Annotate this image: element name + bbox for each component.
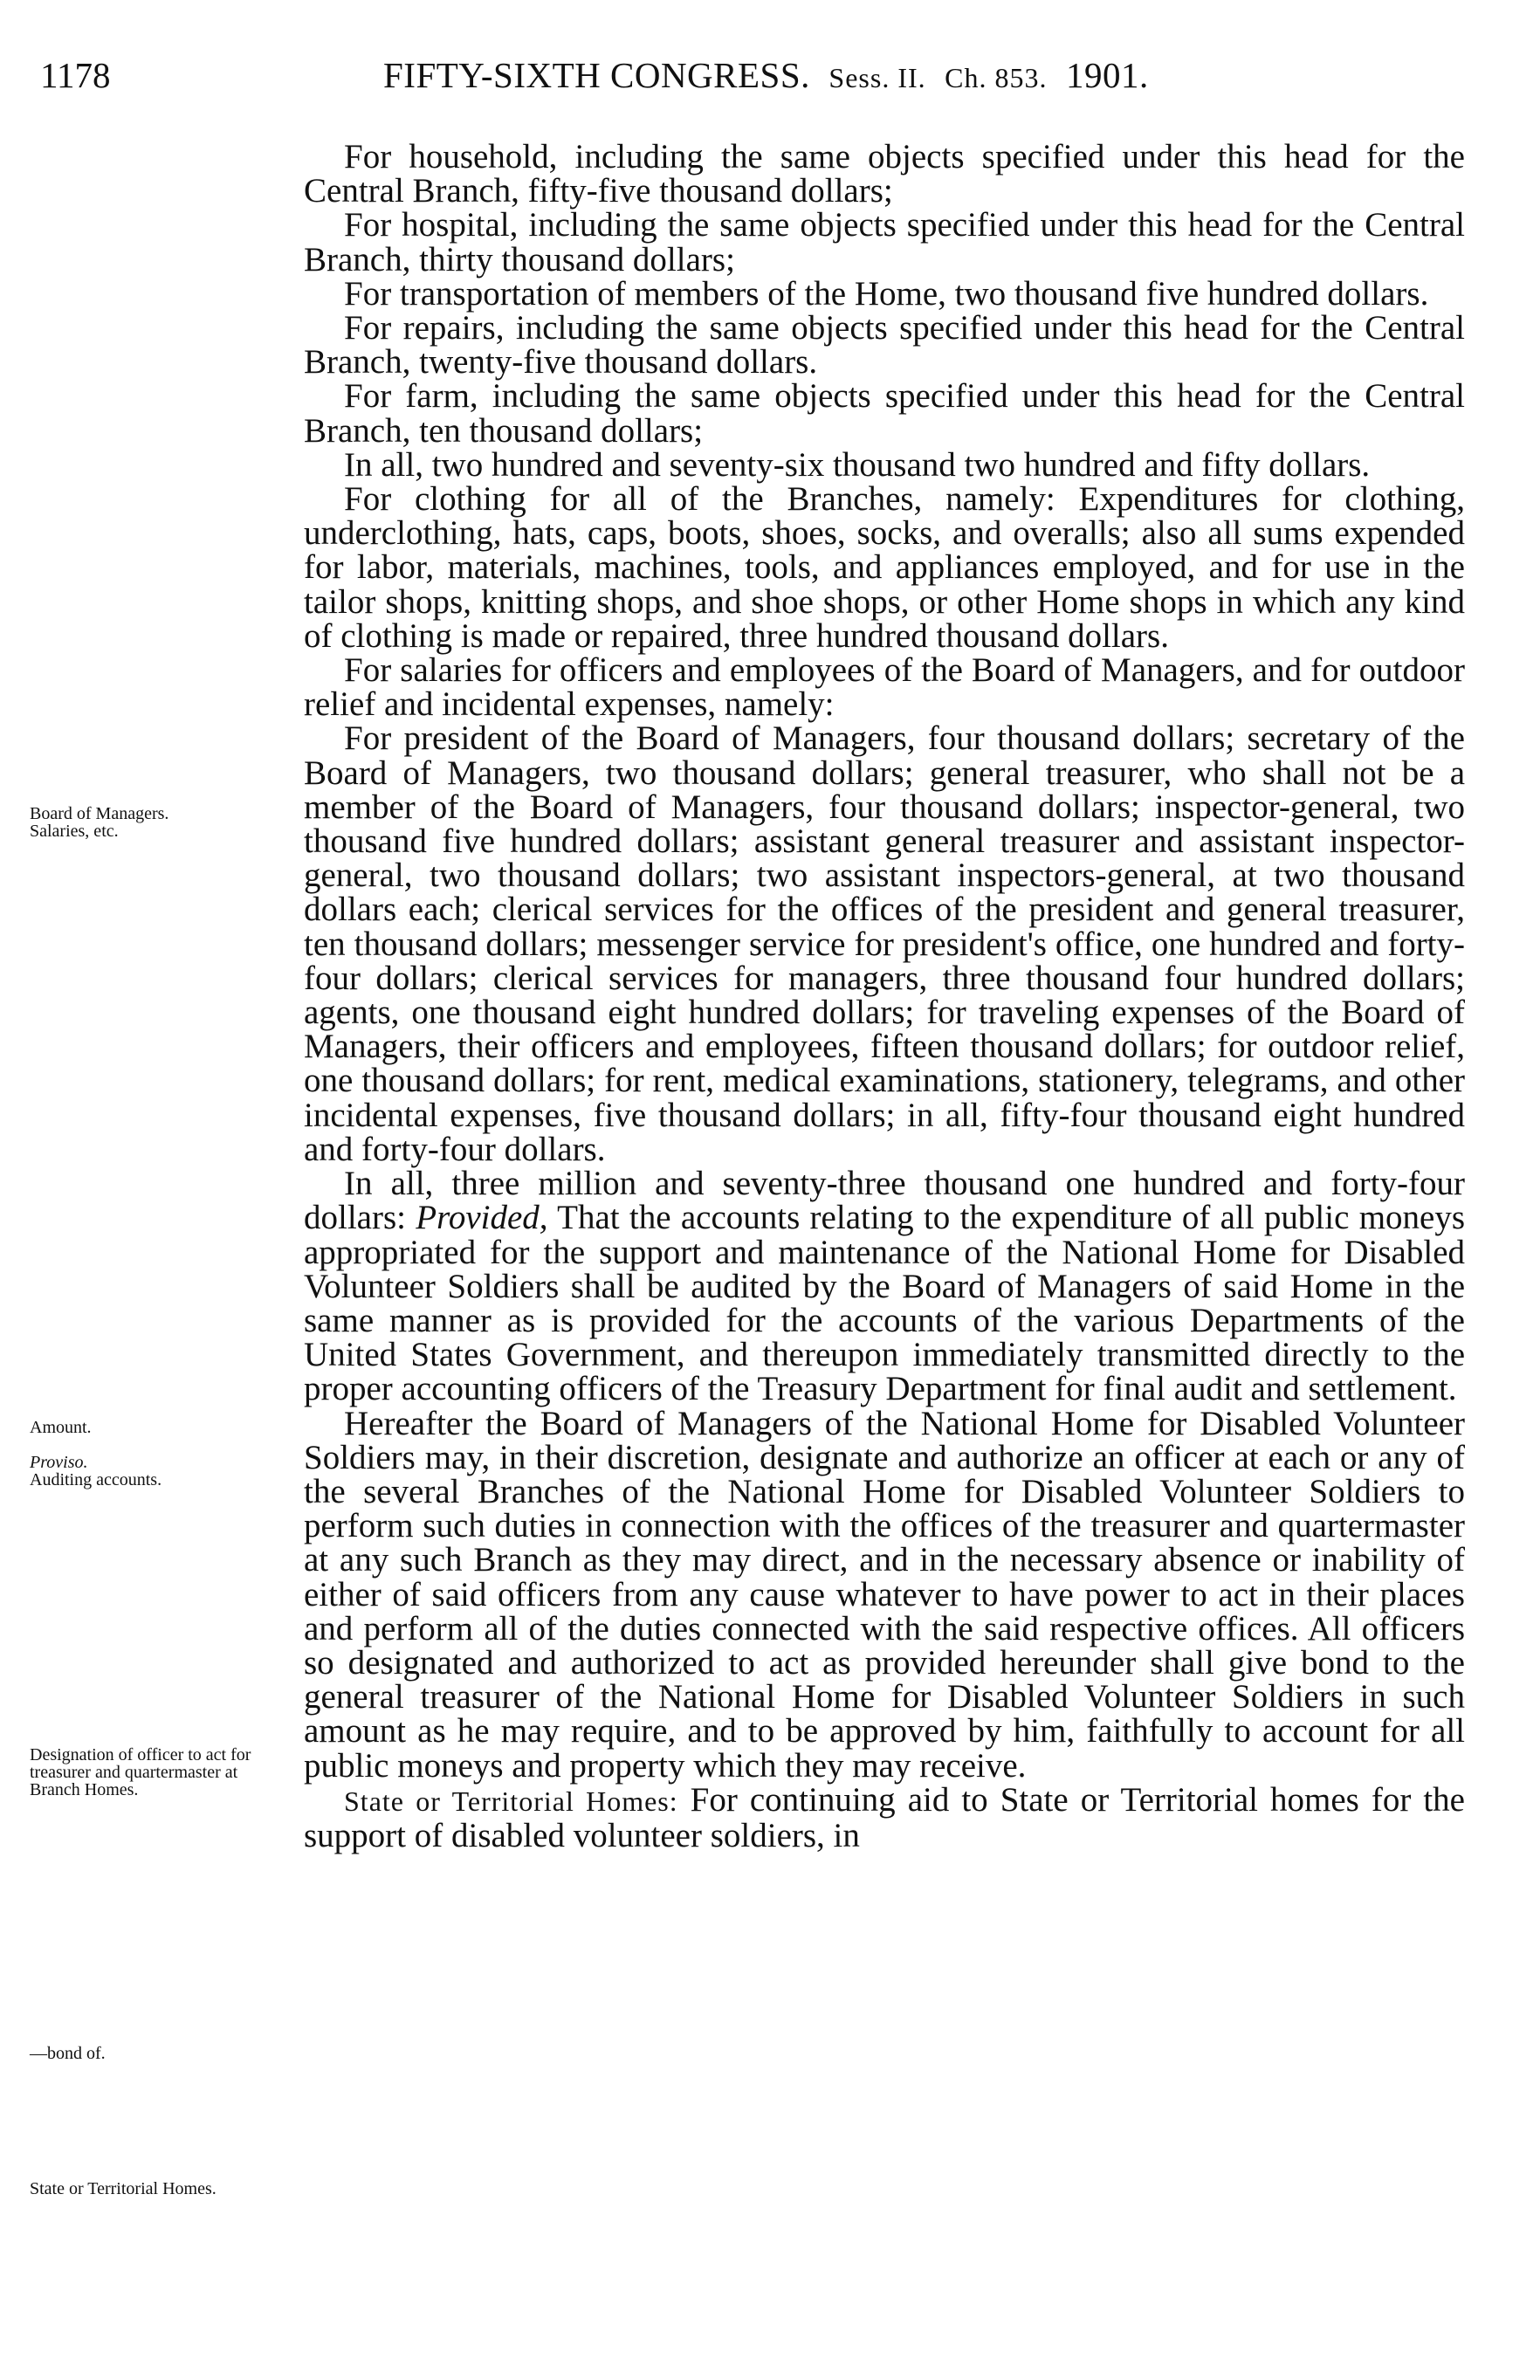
paragraph-farm: For farm, including the same objects specified under this head for the Central Branch, ten thousand dollars; — [304, 377, 1465, 450]
state-homes-text: For continuing aid to State or Territorial homes for the support of disabled volunteer soldiers, in — [304, 1780, 1465, 1854]
margin-note-amount: Amount. — [30, 1418, 92, 1437]
year-label: 1901. — [1065, 55, 1149, 95]
paragraph-designation: Hereafter the Board of Managers of the National Home for Disabled Volunteer Soldiers may, in their discretion, designate and authorize an officer at each or any of the several Branches of the National Home for Disabled Volunteer Soldiers to perform such duties in connection with the offices of the treasurer and quartermaster at any such Branch as they may direct, and in the necessary absence or inability of either of said officers from any cause whatever to have power to act in their places and perform all of the duties connected with the said respective offices. All officers so designated and authorized to act as provided hereunder shall give bond to the general treasurer of the National Home for Disabled Volunteer Soldiers in such amount as he may require, and to be approved by him, faithfully to account for all public moneys and property which they may receive. — [304, 1404, 1465, 1785]
margin-note-board — [30, 805, 300, 840]
proviso-text: That the accounts relating to the expenditure of all public moneys appropriated for the support and maintenance of the National Home for Disabled Volunteer Soldiers shall be audited by the Board of Managers of said Home in the same manner as is provided for the accounts of the various Departments of the United States Government, and thereupon immediately transmitted directly to the proper accounting officers of the Treasury Department for final audit and settlement. — [304, 1199, 1466, 1408]
running-title — [383, 54, 1149, 96]
paragraph-salaries: For salaries for officers and employees of the Board of Managers, and for outdoor relief and incidental expenses, namely: — [304, 651, 1465, 724]
margin-note-salaries: Salaries, etc. — [30, 822, 119, 841]
paragraph-clothing: For clothing for all of the Branches, namely: Expenditures for clothing, underclothing, hats, caps, boots, shoes, socks, and overalls; also all sums expended for labor, materials, machines, tools, and appliances employed, and for use in the tailor shops, knitting shops, and shoe shops, or other Home shops in which any kind of clothing is made or repaired, three hundred thousand dollars. — [304, 480, 1465, 655]
page-header — [40, 54, 1488, 107]
page-number: 1178 — [40, 55, 111, 95]
state-homes-heading: State or Territorial Homes: — [344, 1785, 678, 1817]
margin-note-proviso-block — [30, 1454, 300, 1489]
margin-note-bond: —bond of. — [30, 2044, 106, 2063]
total-amount-text: In all, three million and seventy-three thousand one hundred and forty-four dollars: — [304, 1165, 1465, 1237]
margin-note-state-homes: State or Territorial Homes. — [30, 2179, 217, 2198]
paragraph-household: For household, including the same objects specified under this head for the Central Branch, fifty-five thousand dollars; — [304, 138, 1465, 210]
proviso-word: Provided, — [416, 1199, 548, 1237]
margin-note-proviso: Proviso. — [30, 1453, 88, 1472]
margin-note-designation: Designation of officer to act for treasurer and quartermaster at Branch Homes. — [30, 1745, 251, 1799]
paragraph-hospital: For hospital, including the same objects specified under this head for the Central Branch, thirty thousand dollars; — [304, 206, 1465, 279]
paragraph-in-all-total — [304, 1166, 1465, 1406]
chapter-label: Ch. 853. — [945, 62, 1048, 93]
congress-title: FIFTY-SIXTH CONGRESS. — [383, 55, 810, 95]
body-text — [304, 140, 1465, 1853]
paragraph-in-all-subtotal: In all, two hundred and seventy-six thousand two hundred and fifty dollars. — [344, 445, 1371, 484]
paragraph-repairs: For repairs, including the same objects specified under this head for the Central Branch, twenty-five thousand dollars. — [304, 309, 1465, 382]
paragraph-state-homes — [304, 1780, 1465, 1854]
paragraph-transportation: For transportation of members of the Home, two thousand five hundred dollars. — [344, 274, 1429, 313]
paragraph-officers-list: For president of the Board of Managers, four thousand dollars; secretary of the Board of Managers, two thousand dollars; general treasurer, who shall not be a member of the Board of Managers, four thousand dollars; inspector-general, two thousand five hundred dollars; assistant general treasurer and assistant inspector-general, two thousand dollars; two assistant inspectors-general, at two thousand dollars each; clerical services for the offices of the president and general treasurer, ten thousand dollars; messenger service for president's office, one hundred and forty-four dollars; clerical services for managers, three thousand four hundred dollars; agents, one thousand eight hundred dollars; for traveling expenses of the Board of Managers, their officers and employees, fifteen thousand dollars; for outdoor relief, one thousand dollars; for rent, medical examinations, stationery, telegrams, and other incidental expenses, five thousand dollars; in all, fifty-four thousand eight hundred and forty-four dollars. — [304, 719, 1465, 1168]
margin-note-auditing: Auditing accounts. — [30, 1470, 162, 1489]
margin-note-board-of-managers: Board of Managers. — [30, 804, 169, 823]
session-label: Sess. II. — [828, 62, 926, 93]
